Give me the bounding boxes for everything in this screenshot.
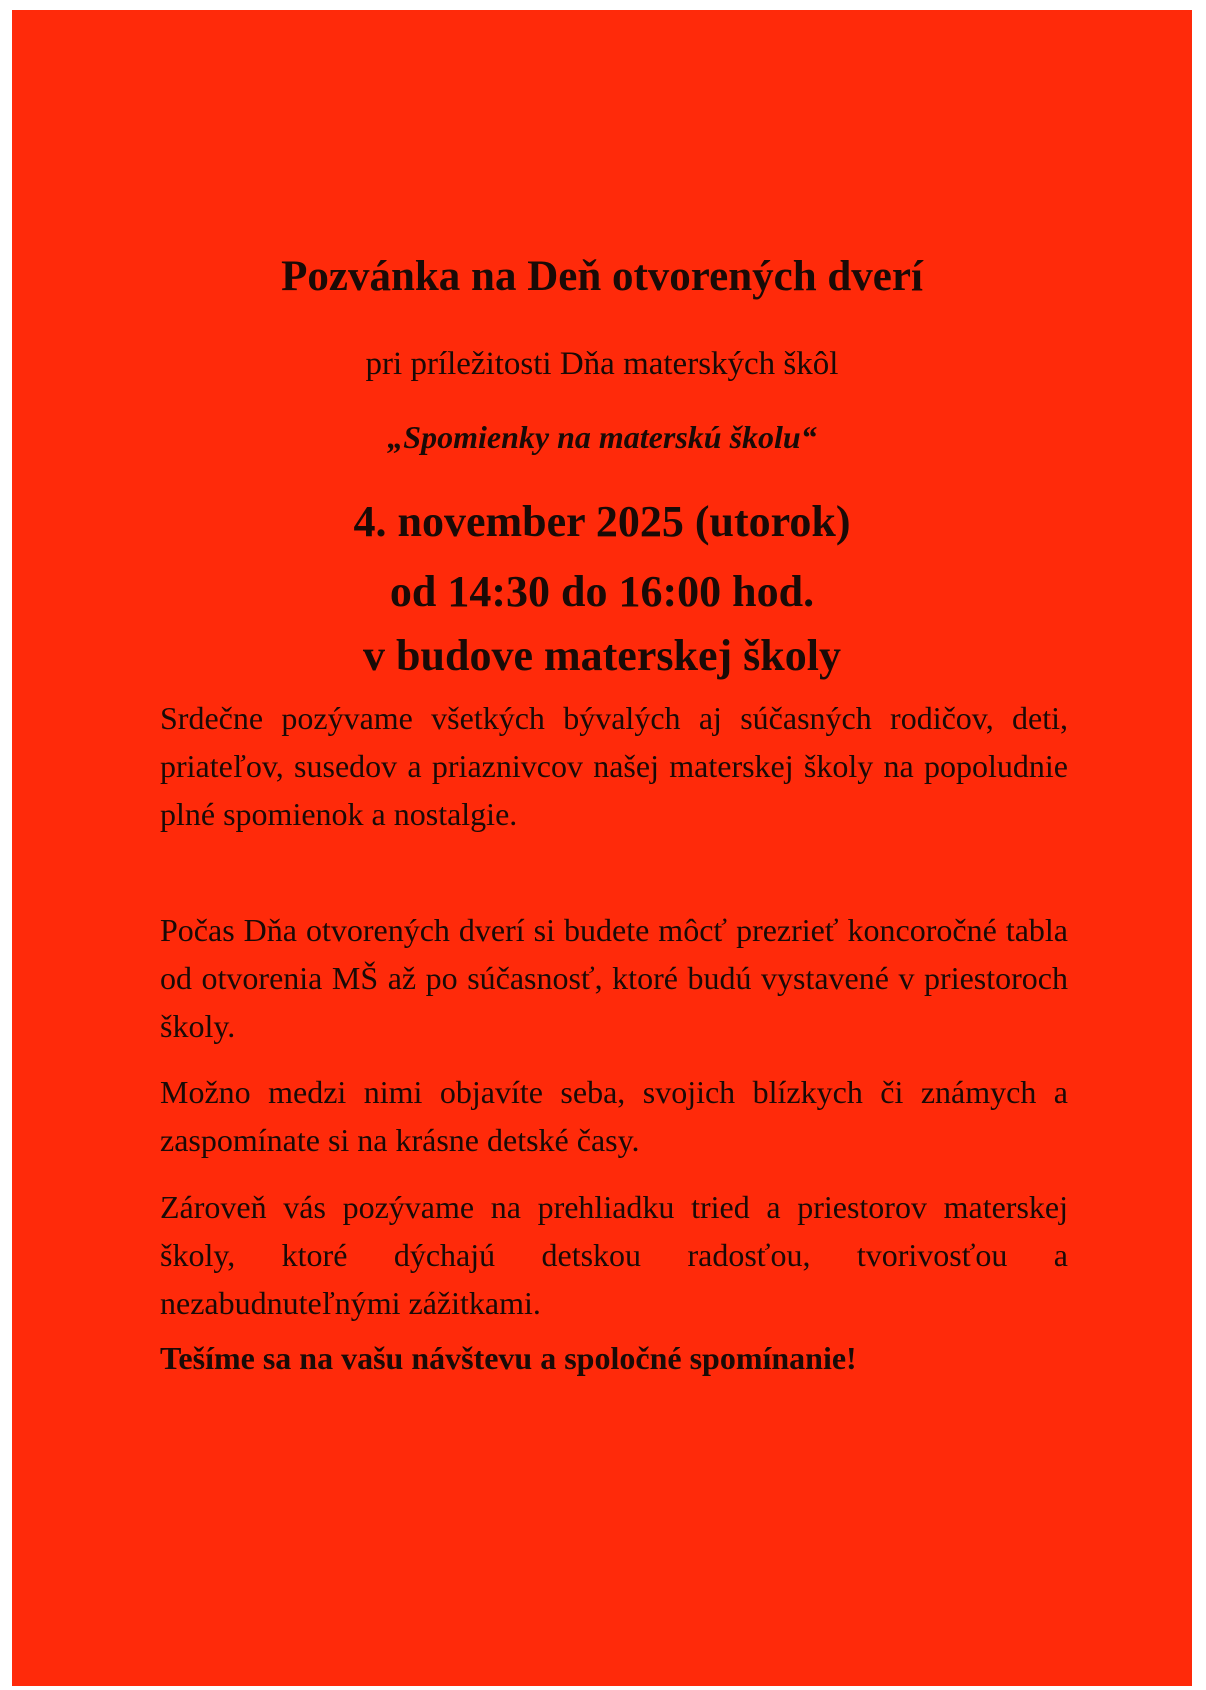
invitation-sheet	[12, 10, 1192, 1686]
invitation-title: Pozvánka na Deň otvorených dverí	[281, 253, 923, 300]
paragraph-tour: Zároveň vás pozývame na prehliadku tried a priestorov materskej školy, ktoré dýchajú detskou radosťou, tvorivosťou a nezabudnuteľnými zážitkami.	[160, 1189, 1068, 1321]
paragraph-memories: Možno medzi nimi objavíte seba, svojich blízkych či známych a zaspomínate si na krásne detské časy.	[160, 1074, 1068, 1158]
closing-line: Tešíme sa na vašu návštevu a spoločné spomínanie!	[160, 1340, 857, 1376]
invitation-subtitle: pri príležitosti Dňa materských škôl	[365, 346, 839, 382]
event-place: v budove materskej školy	[363, 631, 841, 680]
paragraph-invitation: Srdečne pozývame všetkých bývalých aj súčasných rodičov, deti, priateľov, susedov a priaznivcov našej materskej školy na popoludnie plné spomienok a nostalgie.	[160, 700, 1068, 832]
paragraph-exhibition: Počas Dňa otvorených dverí si budete môcť prezrieť koncoročné tabla od otvorenia MŠ až po súčasnosť, ktoré budú vystavené v priestoroch školy.	[160, 912, 1068, 1044]
event-time: od 14:30 do 16:00 hod.	[389, 567, 815, 616]
event-motto: „Spomienky na materskú školu“	[387, 419, 817, 455]
event-date: 4. november 2025 (utorok)	[353, 497, 851, 546]
